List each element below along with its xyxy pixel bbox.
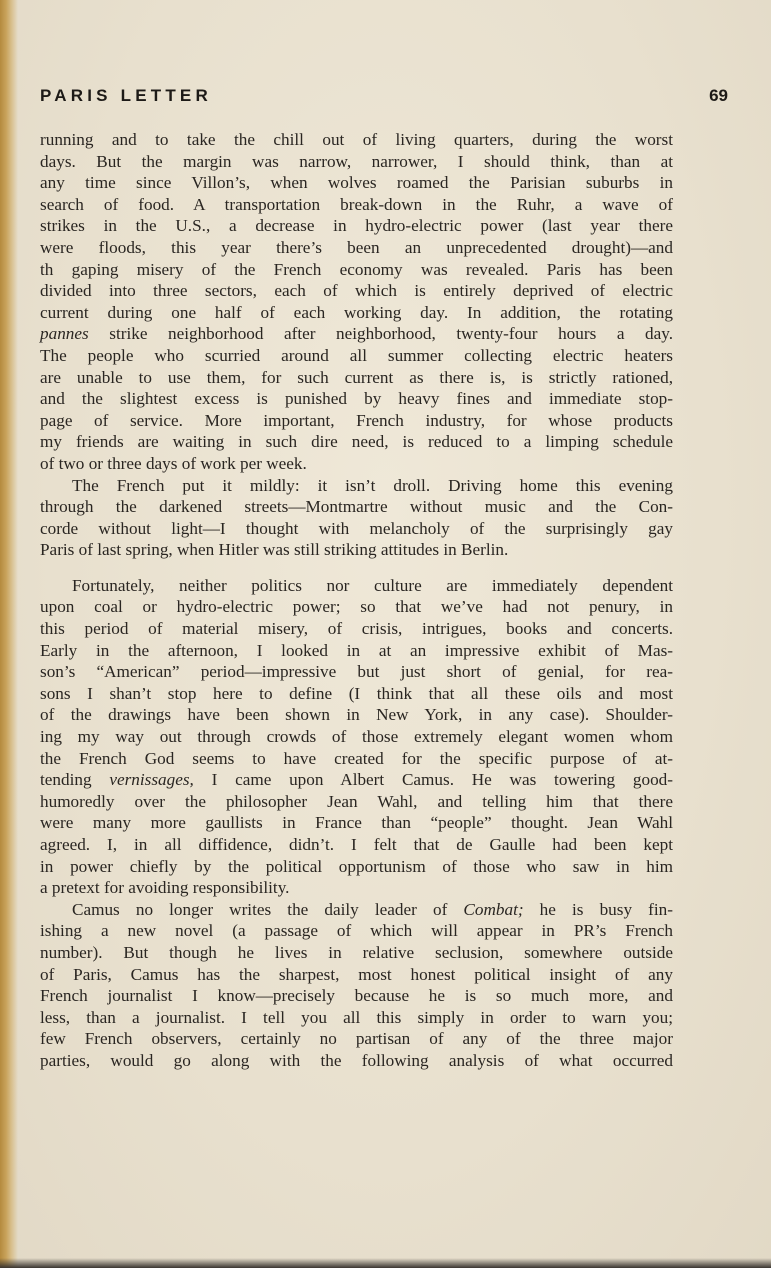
text-line: agreed. I, in all diffidence, didn’t. I felt that de Gaulle had been kept — [40, 835, 673, 854]
text-line: days. But the margin was narrow, narrower, I should think, than at — [40, 151, 673, 171]
text-line: few French observers, certainly no partisan of any of the three major — [40, 1029, 673, 1049]
text-line: were floods, this year there’s been an unprecedented drought)—and — [40, 237, 673, 257]
page-number: 69 — [709, 86, 728, 105]
text-line: humoredly over the philosopher Jean Wahl, and telling him that there — [40, 791, 673, 811]
section-break — [40, 561, 673, 575]
text-line: divided into three sectors, each of which is entirely deprived of electric — [40, 281, 673, 301]
page-bottom-edge — [0, 1258, 771, 1268]
text-line: The French put it mildly: it isn’t droll. Driving home this evening — [72, 475, 673, 495]
text-line: of Paris, Camus has the sharpest, most honest political insight of any — [40, 964, 673, 984]
text-line: page of service. More important, French industry, for whose products — [40, 410, 673, 430]
paragraph — [40, 899, 673, 1072]
running-head-title: PARIS LETTER — [40, 86, 212, 105]
text-line: any time since Villon’s, when wolves roamed the Parisian suburbs in — [40, 173, 673, 193]
text-line: pannes strike neighborhood after neighborhood, twenty-four hours a day. — [40, 324, 673, 344]
text-line: strikes in the U.S., a decrease in hydro-electric power (last year there — [40, 216, 673, 236]
text-line: upon coal or hydro-electric power; so that we’ve had not penury, in — [40, 597, 673, 617]
body-text — [40, 129, 673, 1072]
text-line: ishing a new novel (a passage of which will appear in PR’s French — [40, 921, 673, 941]
text-line: The people who scurried around all summer collecting electric heaters — [40, 345, 673, 365]
paragraph — [40, 475, 673, 561]
text-line: sons I shan’t stop here to define (I think that all these oils and most — [40, 683, 673, 703]
paragraph — [40, 575, 673, 899]
text-line: current during one half of each working day. In addition, the rotating — [40, 302, 673, 322]
text-line: less, than a journalist. I tell you all this simply in order to warn you; — [40, 1007, 673, 1027]
text-line: Early in the afternoon, I looked in at an impressive exhibit of Mas- — [40, 640, 673, 660]
text-line: of two or three days of work per week. — [40, 453, 307, 473]
text-line: are unable to use them, for such current as there is, is strictly rationed, — [40, 367, 673, 387]
running-head — [40, 86, 730, 110]
text-line: and the slightest excess is punished by heavy fines and immediate stop- — [40, 389, 673, 409]
text-line: in power chiefly by the political opportunism of those who saw in him — [40, 856, 673, 876]
text-line: number). But though he lives in relative seclusion, somewhere outside — [40, 942, 673, 962]
text-line: French journalist I know—precisely because he is so much more, and — [40, 986, 673, 1006]
text-line: of the drawings have been shown in New York, in any case). Shoulder- — [40, 705, 673, 725]
text-line: ing my way out through crowds of those extremely elegant women whom — [40, 727, 673, 747]
text-line: a pretext for avoiding responsibility. — [40, 878, 290, 898]
page-gutter-shadow — [0, 0, 18, 1268]
text-line: my friends are waiting in such dire need, is reduced to a limping schedule — [40, 432, 673, 452]
text-line: tending vernissages, I came upon Albert Camus. He was towering good- — [40, 770, 673, 790]
text-line: were many more gaullists in France than “people” thought. Jean Wahl — [40, 813, 673, 833]
text-line: through the darkened streets—Montmartre without music and the Con- — [40, 497, 673, 517]
text-line: parties, would go along with the following analysis of what occurred — [40, 1050, 673, 1070]
text-line: this period of material misery, of crisis, intrigues, books and concerts. — [40, 619, 673, 639]
text-line: son’s “American” period—impressive but just short of genial, for rea- — [40, 662, 673, 682]
text-line: Camus no longer writes the daily leader of Combat; he is busy fin- — [72, 899, 673, 919]
text-line: running and to take the chill out of living quarters, during the worst — [40, 130, 673, 149]
text-line: Fortunately, neither politics nor culture are immediately dependent — [72, 575, 673, 595]
text-line: the French God seems to have created for the specific purpose of at- — [40, 748, 673, 768]
text-line: th gaping misery of the French economy was revealed. Paris has been — [40, 259, 673, 279]
text-line: corde without light—I thought with melancholy of the surprisingly gay — [40, 518, 673, 538]
text-line: Paris of last spring, when Hitler was still striking attitudes in Berlin. — [40, 540, 509, 560]
text-line: search of food. A transportation break-down in the Ruhr, a wave of — [40, 194, 673, 214]
paragraph — [40, 129, 673, 475]
